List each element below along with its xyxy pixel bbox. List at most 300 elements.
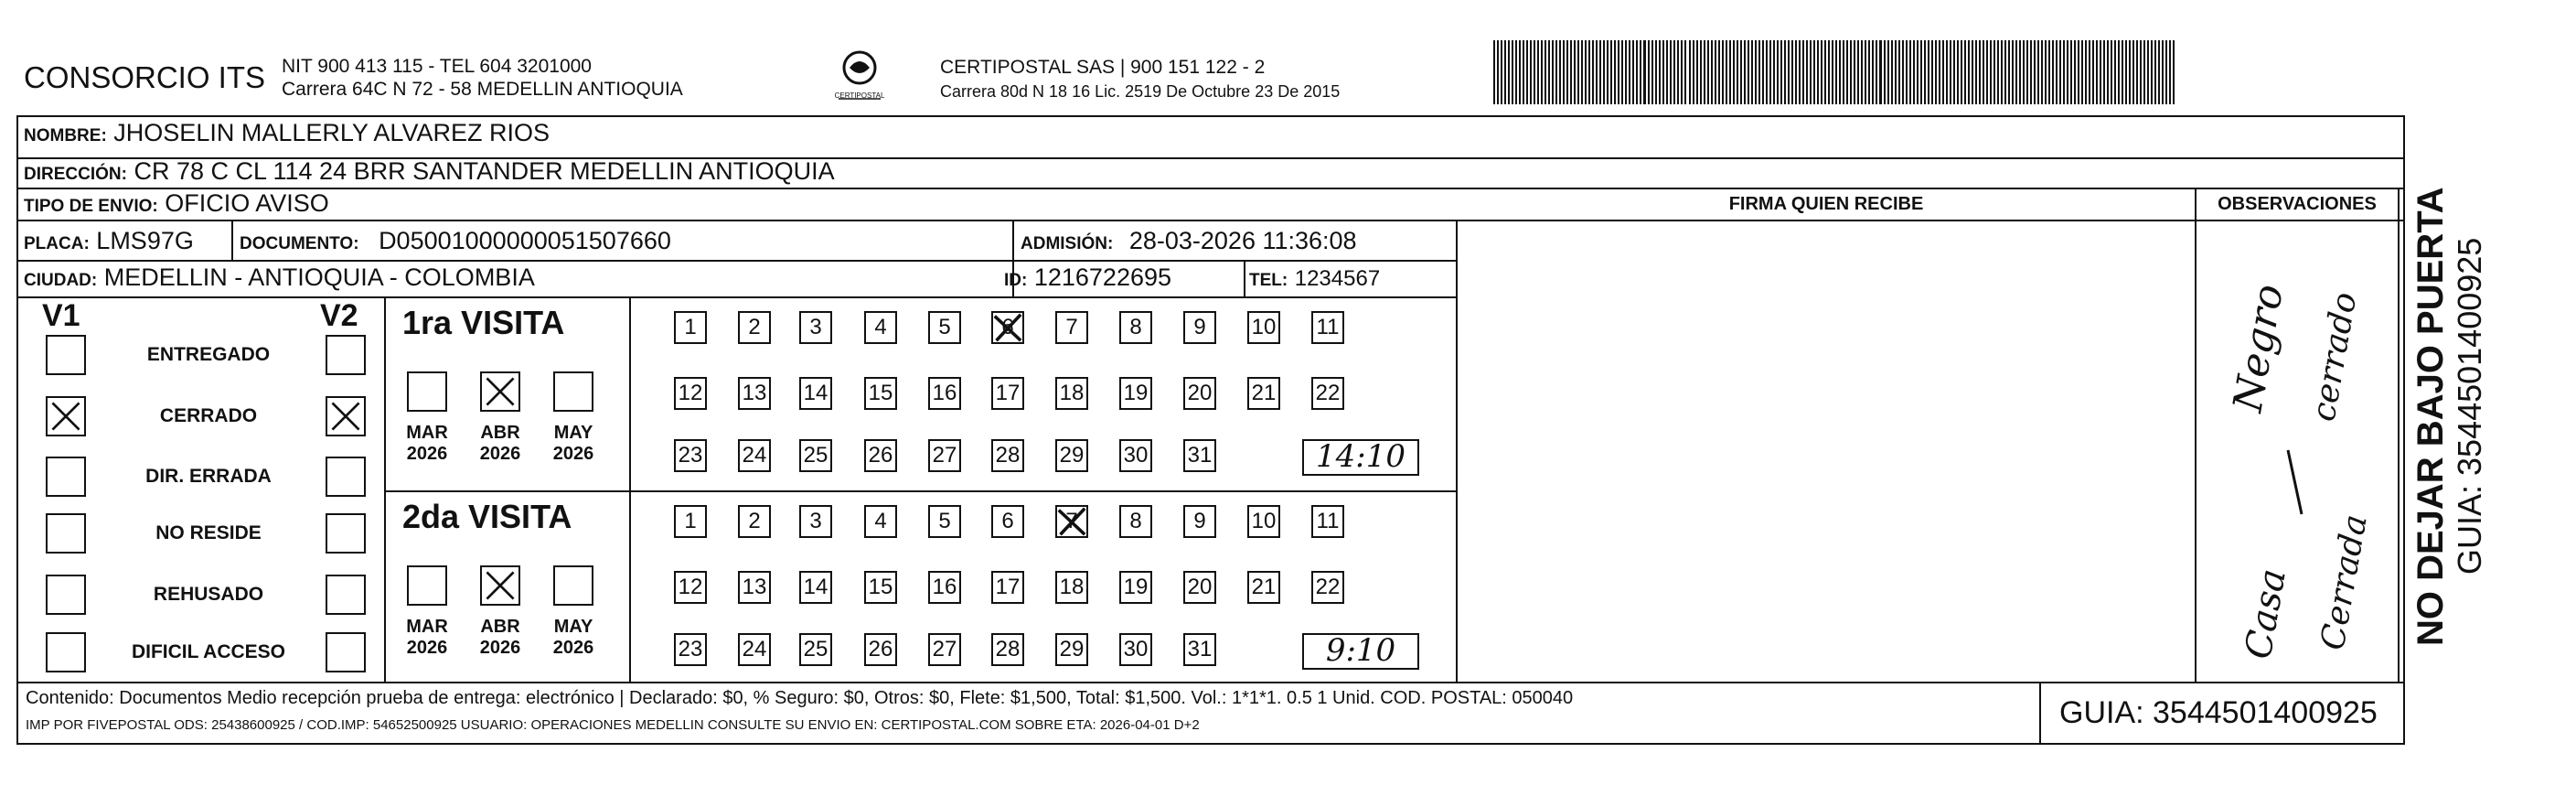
barcode-bar bbox=[1876, 40, 1877, 104]
id-value: 1216722695 bbox=[1033, 263, 1172, 291]
day-box[interactable] bbox=[738, 439, 771, 472]
barcode-bar bbox=[1519, 40, 1521, 104]
day-box[interactable] bbox=[738, 311, 771, 344]
day-box[interactable] bbox=[674, 633, 707, 666]
barcode-bar bbox=[1662, 40, 1664, 104]
day-box[interactable] bbox=[1183, 505, 1216, 538]
barcode-bar bbox=[1614, 40, 1616, 104]
day-number: 16 bbox=[932, 381, 957, 405]
nombre-label: NOMBRE: bbox=[24, 126, 107, 145]
barcode-bar bbox=[2059, 40, 2061, 104]
month-label bbox=[473, 617, 528, 659]
barcode-bar bbox=[1574, 40, 1576, 104]
nit-line: NIT 900 413 115 - TEL 604 3201000 bbox=[282, 56, 592, 77]
v1-checkbox-2[interactable] bbox=[46, 457, 86, 497]
day-box[interactable] bbox=[1247, 311, 1280, 344]
address-line: Carrera 64C N 72 - 58 MEDELLIN ANTIOQUIA bbox=[282, 79, 683, 100]
barcode-bar bbox=[1570, 40, 1572, 104]
month-year: 2026 bbox=[479, 444, 521, 464]
barcode-bar bbox=[1673, 40, 1675, 104]
day-box[interactable] bbox=[799, 439, 832, 472]
barcode-bar bbox=[1707, 40, 1709, 104]
barcode-bar bbox=[1802, 40, 1804, 104]
day-box[interactable] bbox=[1055, 439, 1088, 472]
day-box[interactable] bbox=[1247, 571, 1280, 604]
barcode-bar bbox=[1861, 40, 1863, 104]
barcode-bar bbox=[2151, 40, 2153, 104]
barcode-bar bbox=[1588, 40, 1590, 104]
v2-checkbox-3[interactable] bbox=[326, 513, 366, 554]
day-box[interactable] bbox=[864, 571, 897, 604]
day-box[interactable] bbox=[799, 377, 832, 410]
barcode-bar bbox=[1843, 40, 1844, 104]
barcode-bar bbox=[2034, 40, 2036, 104]
day-number: 20 bbox=[1187, 381, 1213, 405]
barcode-bar bbox=[2125, 40, 2127, 104]
barcode-bar bbox=[1585, 40, 1587, 104]
day-number: 19 bbox=[1123, 381, 1149, 405]
barcode-bar bbox=[1537, 40, 1539, 104]
day-box[interactable] bbox=[928, 633, 961, 666]
day-number: 26 bbox=[868, 637, 893, 661]
barcode-bar bbox=[1755, 40, 1757, 104]
observations-handwriting bbox=[2197, 221, 2398, 679]
company-info bbox=[282, 55, 683, 101]
day-number: 25 bbox=[803, 637, 828, 661]
barcode-bar bbox=[1769, 40, 1771, 104]
barcode-bar bbox=[1986, 40, 1988, 104]
day-box[interactable] bbox=[1119, 377, 1152, 410]
day-box[interactable] bbox=[1311, 311, 1344, 344]
barcode-bar bbox=[2118, 40, 2120, 104]
ciudad-field bbox=[24, 263, 535, 292]
id-field bbox=[1004, 263, 1171, 292]
obs-word-negro: Negro bbox=[2224, 280, 2293, 415]
barcode-bar bbox=[2169, 40, 2171, 104]
month-name: ABR bbox=[480, 423, 520, 443]
barcode-bar bbox=[2107, 40, 2109, 104]
day-number: 5 bbox=[938, 315, 951, 339]
barcode-bar bbox=[1773, 40, 1775, 104]
day-box[interactable] bbox=[1247, 505, 1280, 538]
barcode-bar bbox=[1909, 40, 1911, 104]
barcode-bar bbox=[2136, 40, 2138, 104]
barcode-bar bbox=[1670, 40, 1672, 104]
barcode-bar bbox=[1942, 40, 1944, 104]
certi-line1: CERTIPOSTAL SAS | 900 151 122 - 2 bbox=[940, 57, 1266, 78]
day-box[interactable] bbox=[1247, 377, 1280, 410]
day-box[interactable] bbox=[674, 571, 707, 604]
v2-checkbox-0[interactable] bbox=[326, 335, 366, 375]
day-number: 13 bbox=[742, 381, 767, 405]
day-number: 6 bbox=[1001, 509, 1014, 533]
barcode-bar bbox=[1791, 40, 1793, 104]
day-number: 2 bbox=[748, 315, 761, 339]
day-box[interactable] bbox=[1183, 633, 1216, 666]
documento-field bbox=[240, 227, 671, 255]
day-number: 9 bbox=[1193, 315, 1206, 339]
barcode-bar bbox=[1596, 40, 1598, 104]
day-box[interactable] bbox=[991, 311, 1024, 344]
barcode-bar bbox=[2122, 40, 2123, 104]
day-box[interactable] bbox=[928, 505, 961, 538]
month-year: 2026 bbox=[479, 638, 521, 658]
day-box[interactable] bbox=[674, 377, 707, 410]
month-name: MAR bbox=[406, 423, 448, 443]
day-box[interactable] bbox=[1055, 633, 1088, 666]
barcode-bar bbox=[1758, 40, 1760, 104]
v2-checkbox-4[interactable] bbox=[326, 575, 366, 615]
barcode-bar bbox=[1762, 40, 1764, 104]
barcode-bar bbox=[1884, 40, 1886, 104]
barcode-bar bbox=[2041, 40, 2043, 104]
day-box[interactable] bbox=[799, 311, 832, 344]
v1-checkbox-1[interactable] bbox=[46, 396, 86, 436]
day-number: 24 bbox=[742, 443, 767, 468]
barcode-bar bbox=[1711, 40, 1713, 104]
day-box[interactable] bbox=[1055, 377, 1088, 410]
barcode-bar bbox=[1854, 40, 1855, 104]
barcode-bar bbox=[1850, 40, 1852, 104]
v2-checkbox-1[interactable] bbox=[326, 396, 366, 436]
day-box[interactable] bbox=[1119, 439, 1152, 472]
barcode-bar bbox=[1821, 40, 1822, 104]
day-number: 21 bbox=[1251, 381, 1277, 405]
v2-checkbox-5[interactable] bbox=[326, 632, 366, 672]
day-box[interactable] bbox=[864, 633, 897, 666]
day-box[interactable] bbox=[1183, 377, 1216, 410]
direccion-field bbox=[24, 157, 835, 186]
v1-checkbox-0[interactable] bbox=[46, 335, 86, 375]
ciudad-label: CIUDAD: bbox=[24, 271, 98, 290]
certipostal-info bbox=[940, 55, 1340, 104]
barcode-bar bbox=[1659, 40, 1661, 104]
barcode-bar bbox=[1666, 40, 1668, 104]
barcode-bar bbox=[1935, 40, 1937, 104]
barcode-bar bbox=[1846, 40, 1848, 104]
day-box[interactable] bbox=[799, 571, 832, 604]
barcode-bar bbox=[2023, 40, 2025, 104]
barcode-bar bbox=[2004, 40, 2006, 104]
day-box[interactable] bbox=[1119, 505, 1152, 538]
barcode-bar bbox=[2114, 40, 2116, 104]
day-number: 23 bbox=[678, 637, 703, 661]
barcode-bar bbox=[1693, 40, 1694, 104]
admision-label: ADMISIÓN: bbox=[1021, 234, 1114, 253]
day-box[interactable] bbox=[1055, 571, 1088, 604]
barcode-bar bbox=[1515, 40, 1517, 104]
day-mark bbox=[993, 313, 1022, 342]
day-box[interactable] bbox=[864, 505, 897, 538]
barcode-bar bbox=[1777, 40, 1779, 104]
barcode-bar bbox=[1603, 40, 1605, 104]
day-number: 17 bbox=[995, 381, 1021, 405]
id-label: ID: bbox=[1004, 271, 1028, 290]
barcode-bar bbox=[1581, 40, 1583, 104]
day-number: 6 bbox=[1001, 315, 1014, 339]
tel-value: 1234567 bbox=[1294, 266, 1381, 291]
day-number: 2 bbox=[748, 509, 761, 533]
day-number: 7 bbox=[1065, 509, 1078, 533]
day-number: 14 bbox=[803, 381, 828, 405]
barcode-bar bbox=[1729, 40, 1731, 104]
day-number: 8 bbox=[1129, 315, 1142, 339]
barcode-bar bbox=[1722, 40, 1724, 104]
day-number: 30 bbox=[1123, 637, 1149, 661]
day-box[interactable] bbox=[738, 377, 771, 410]
barcode-bar bbox=[1718, 40, 1720, 104]
barcode-bar bbox=[1906, 40, 1908, 104]
visit-title-1: 1ra VISITA bbox=[402, 304, 565, 341]
day-box[interactable] bbox=[928, 377, 961, 410]
barcode-bar bbox=[1913, 40, 1915, 104]
v1-checkbox-3[interactable] bbox=[46, 513, 86, 554]
barcode-bar bbox=[1751, 40, 1753, 104]
day-box[interactable] bbox=[738, 633, 771, 666]
day-box[interactable] bbox=[991, 571, 1024, 604]
tel-field bbox=[1249, 263, 1380, 292]
day-number: 8 bbox=[1129, 509, 1142, 533]
month-label bbox=[400, 423, 454, 465]
day-box[interactable] bbox=[991, 439, 1024, 472]
barcode-bar bbox=[2063, 40, 2065, 104]
v1-checkbox-4[interactable] bbox=[46, 575, 86, 615]
barcode-bar bbox=[1832, 40, 1833, 104]
certi-line2: Carrera 80d N 18 16 Lic. 2519 De Octubre 23 De 2015 bbox=[940, 82, 1341, 101]
day-box[interactable] bbox=[864, 439, 897, 472]
day-box[interactable] bbox=[991, 633, 1024, 666]
barcode-bar bbox=[1993, 40, 1995, 104]
day-number: 4 bbox=[874, 509, 887, 533]
barcode-bar bbox=[1879, 40, 1882, 104]
barcode-bar bbox=[1504, 40, 1506, 104]
obs-word-casa: Casa bbox=[2237, 565, 2295, 662]
barcode-bar bbox=[1555, 40, 1557, 104]
day-number: 30 bbox=[1123, 443, 1149, 468]
placa-label: PLACA: bbox=[24, 234, 90, 253]
day-box[interactable] bbox=[864, 311, 897, 344]
month-name: MAY bbox=[553, 423, 593, 443]
day-box[interactable] bbox=[1119, 571, 1152, 604]
day-number: 1 bbox=[684, 315, 697, 339]
barcode-bar bbox=[2045, 40, 2047, 104]
day-number: 27 bbox=[932, 443, 957, 468]
barcode-bar bbox=[2085, 40, 2087, 104]
barcode-bar bbox=[2129, 40, 2131, 104]
day-box[interactable] bbox=[738, 571, 771, 604]
barcode-bar bbox=[1545, 40, 1546, 104]
status-label: DIFICIL ACCESO bbox=[131, 641, 285, 662]
month-checkbox[interactable] bbox=[553, 371, 593, 412]
day-box[interactable] bbox=[1311, 505, 1344, 538]
barcode-bar bbox=[2089, 40, 2090, 104]
barcode-bar bbox=[1700, 40, 1702, 104]
month-checkbox[interactable] bbox=[480, 371, 520, 412]
barcode-bar bbox=[2103, 40, 2105, 104]
day-number: 21 bbox=[1251, 575, 1277, 599]
day-box[interactable] bbox=[1183, 439, 1216, 472]
barcode-bar bbox=[1766, 40, 1768, 104]
barcode-bar bbox=[1898, 40, 1900, 104]
day-box[interactable] bbox=[864, 377, 897, 410]
admision-value: 28-03-2026 11:36:08 bbox=[1128, 227, 1357, 254]
day-box[interactable] bbox=[991, 505, 1024, 538]
day-box[interactable] bbox=[928, 571, 961, 604]
barcode-bar bbox=[1618, 40, 1619, 104]
barcode-bar bbox=[1684, 40, 1686, 104]
barcode-bar bbox=[1788, 40, 1790, 104]
month-label bbox=[400, 617, 454, 659]
barcode-bar bbox=[2154, 40, 2156, 104]
day-box[interactable] bbox=[928, 439, 961, 472]
month-checkbox[interactable] bbox=[480, 565, 520, 606]
barcode-bar bbox=[1552, 40, 1554, 104]
barcode-bar bbox=[2067, 40, 2068, 104]
day-box[interactable] bbox=[1183, 571, 1216, 604]
day-number: 10 bbox=[1251, 509, 1277, 533]
day-box[interactable] bbox=[1311, 377, 1344, 410]
month-label bbox=[546, 617, 601, 659]
day-number: 9 bbox=[1193, 509, 1206, 533]
day-number: 31 bbox=[1187, 443, 1213, 468]
day-box[interactable] bbox=[674, 439, 707, 472]
barcode-bar bbox=[1599, 40, 1601, 104]
barcode-bar bbox=[2030, 40, 2032, 104]
day-box[interactable] bbox=[674, 505, 707, 538]
day-box[interactable] bbox=[1119, 311, 1152, 344]
day-box[interactable] bbox=[674, 311, 707, 344]
barcode-bar bbox=[1621, 40, 1623, 104]
barcode-bar bbox=[1592, 40, 1594, 104]
barcode-bar bbox=[1726, 40, 1727, 104]
barcode-bar bbox=[1839, 40, 1841, 104]
barcode-bar bbox=[1508, 40, 1510, 104]
visit-time-box[interactable]: 9:10 bbox=[1302, 633, 1419, 670]
v2-checkbox-2[interactable] bbox=[326, 457, 366, 497]
month-name: ABR bbox=[480, 617, 520, 637]
barcode-bar bbox=[2052, 40, 2054, 104]
day-number: 10 bbox=[1251, 315, 1277, 339]
barcode-bar bbox=[1810, 40, 1812, 104]
barcode-bar bbox=[1497, 40, 1499, 104]
day-number: 28 bbox=[995, 637, 1021, 661]
month-checkbox[interactable] bbox=[407, 371, 447, 412]
barcode-bar bbox=[1737, 40, 1738, 104]
barcode-bar bbox=[2048, 40, 2050, 104]
day-number: 23 bbox=[678, 443, 703, 468]
day-number: 14 bbox=[803, 575, 828, 599]
day-number: 18 bbox=[1059, 381, 1085, 405]
day-box[interactable] bbox=[928, 311, 961, 344]
barcode-bar bbox=[1990, 40, 1992, 104]
obs-word-cerrado: cerrado bbox=[2304, 289, 2365, 425]
barcode-bar bbox=[1813, 40, 1815, 104]
barcode-bar bbox=[1887, 40, 1889, 104]
status-label: ENTREGADO bbox=[146, 344, 271, 365]
barcode-bar bbox=[1799, 40, 1801, 104]
day-number: 25 bbox=[803, 443, 828, 468]
barcode-bar bbox=[1891, 40, 1893, 104]
barcode-bar bbox=[2001, 40, 2003, 104]
day-box[interactable] bbox=[738, 505, 771, 538]
day-number: 24 bbox=[742, 637, 767, 661]
barcode-bar bbox=[1857, 40, 1859, 104]
day-number: 16 bbox=[932, 575, 957, 599]
barcode-bar bbox=[1689, 40, 1691, 104]
firma-header: FIRMA QUIEN RECIBE bbox=[1728, 194, 1924, 214]
barcode-bar bbox=[1957, 40, 1959, 104]
barcode-bar bbox=[1530, 40, 1532, 104]
barcode-bar bbox=[1740, 40, 1742, 104]
day-box[interactable] bbox=[991, 377, 1024, 410]
barcode-bar bbox=[1526, 40, 1528, 104]
month-year: 2026 bbox=[552, 638, 594, 658]
month-checkbox[interactable] bbox=[407, 565, 447, 606]
barcode-bar bbox=[1895, 40, 1897, 104]
direccion-value: CR 78 C CL 114 24 BRR SANTANDER MEDELLIN ANTIOQUIA bbox=[134, 157, 835, 185]
barcode-bar bbox=[1704, 40, 1705, 104]
barcode-bar bbox=[1972, 40, 1973, 104]
barcode-bar bbox=[2081, 40, 2083, 104]
barcode-bar bbox=[1950, 40, 1951, 104]
month-year: 2026 bbox=[552, 444, 594, 464]
v1-checkbox-5[interactable] bbox=[46, 632, 86, 672]
month-checkbox[interactable] bbox=[553, 565, 593, 606]
side-guia: GUIA: 3544501400925 bbox=[2451, 237, 2488, 575]
day-box[interactable] bbox=[799, 633, 832, 666]
day-box[interactable] bbox=[1055, 311, 1088, 344]
nombre-field bbox=[24, 119, 550, 147]
day-number: 17 bbox=[995, 575, 1021, 599]
day-box[interactable] bbox=[1119, 633, 1152, 666]
visit-time-box[interactable]: 14:10 bbox=[1302, 439, 1419, 476]
barcode-bar bbox=[1651, 40, 1653, 104]
tel-label: TEL: bbox=[1249, 271, 1288, 290]
day-number: 22 bbox=[1315, 381, 1341, 405]
day-number: 31 bbox=[1187, 637, 1213, 661]
barcode-bar bbox=[2162, 40, 2164, 104]
month-label bbox=[473, 423, 528, 465]
admision-field bbox=[1021, 227, 1357, 255]
barcode-bar bbox=[1828, 40, 1830, 104]
month-year: 2026 bbox=[406, 638, 448, 658]
barcode-bar bbox=[1979, 40, 1981, 104]
barcode-bar bbox=[1835, 40, 1837, 104]
v1-header: V1 bbox=[42, 298, 80, 333]
barcode-bar bbox=[1566, 40, 1568, 104]
barcode-bar bbox=[2015, 40, 2017, 104]
month-year: 2026 bbox=[406, 444, 448, 464]
day-number: 22 bbox=[1315, 575, 1341, 599]
barcode-bar bbox=[1648, 40, 1650, 104]
day-number: 5 bbox=[938, 509, 951, 533]
barcode-bar bbox=[1655, 40, 1657, 104]
day-box[interactable] bbox=[1183, 311, 1216, 344]
day-box[interactable] bbox=[1055, 505, 1088, 538]
day-number: 28 bbox=[995, 443, 1021, 468]
barcode-bar bbox=[2165, 40, 2167, 104]
day-number: 29 bbox=[1059, 637, 1085, 661]
barcode-bar bbox=[1632, 40, 1634, 104]
barcode-bar bbox=[1939, 40, 1940, 104]
day-box[interactable] bbox=[1311, 571, 1344, 604]
barcode-bar bbox=[1931, 40, 1933, 104]
barcode-bar bbox=[2100, 40, 2101, 104]
barcode-bar bbox=[2158, 40, 2160, 104]
day-box[interactable] bbox=[799, 505, 832, 538]
footer-guia: GUIA: 3544501400925 bbox=[2059, 695, 2378, 730]
barcode-bar bbox=[1924, 40, 1926, 104]
